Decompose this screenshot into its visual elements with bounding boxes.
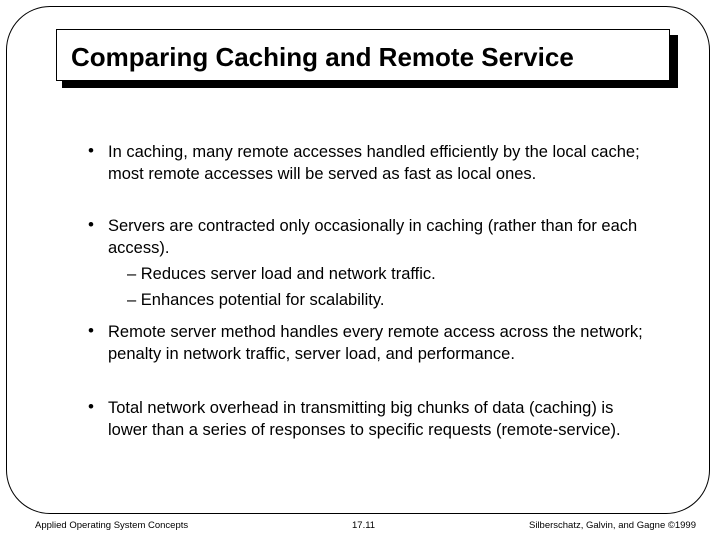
- sub-item-2: – Enhances potential for scalability.: [127, 291, 385, 309]
- footer-right: Silberschatz, Galvin, and Gagne ©1999: [528, 520, 696, 531]
- bullet-text-3: Remote server method handles every remote access across the network; penalty in network traffic, server load, and performance.: [108, 323, 643, 363]
- footer-left: Applied Operating System Concepts: [35, 520, 189, 531]
- bullet-marker: •: [88, 215, 94, 234]
- title-box: [56, 29, 670, 81]
- bullet-marker: •: [88, 141, 94, 160]
- bullet-marker: •: [88, 321, 94, 340]
- bullet-text-2: Servers are contracted only occasionally in caching (rather than for each access).: [108, 217, 638, 257]
- footer-page-number: 17.11: [352, 520, 376, 531]
- slide-title: Comparing Caching and Remote Service: [71, 42, 574, 72]
- bullet-text-1: In caching, many remote accesses handled efficiently by the local cache; most remote accesses will be served as fast as local ones.: [108, 143, 640, 183]
- bullet-text-4: Total network overhead in transmitting big chunks of data (caching) is lower than a series of responses to specific requests (remote-service).: [108, 399, 621, 439]
- bullet-marker: •: [88, 397, 94, 416]
- sub-item-1: – Reduces server load and network traffic.: [127, 265, 436, 283]
